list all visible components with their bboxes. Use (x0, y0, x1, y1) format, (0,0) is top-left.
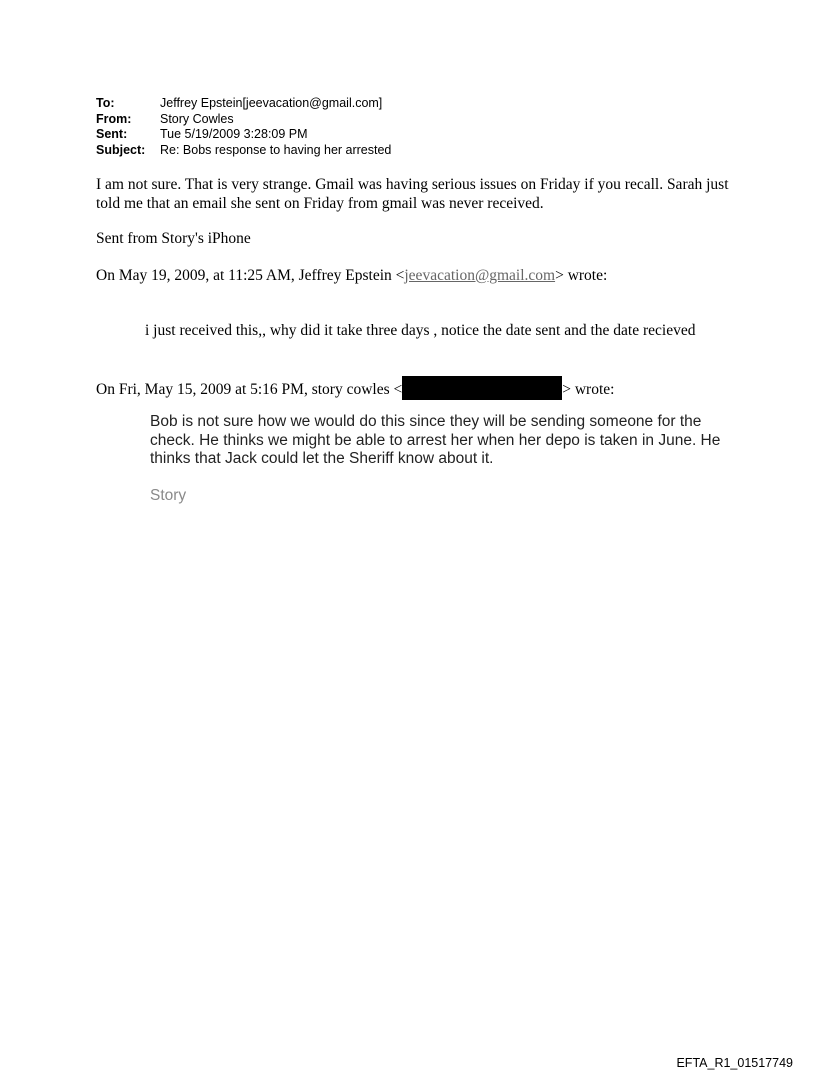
subject-label: Subject: (96, 142, 146, 157)
quote-intro-1-prefix: On May 19, 2009, at 11:25 AM, Jeffrey Epstein < (96, 267, 405, 284)
quoted-message-1: i just received this,, why did it take three days , notice the date sent and the date recieved (145, 322, 696, 339)
quote-intro-2 (96, 376, 614, 400)
bates-number: EFTA_R1_01517749 (676, 1056, 793, 1070)
quote-intro-1 (96, 266, 607, 285)
from-label: From: (96, 111, 132, 126)
mobile-signature: Sent from Story's iPhone (96, 230, 251, 247)
from-value: Story Cowles (160, 111, 234, 126)
to-label: To: (96, 96, 115, 110)
sent-value: Tue 5/19/2009 3:28:09 PM (160, 127, 308, 141)
sent-row (96, 127, 391, 143)
quoted-message-2-signature: Story (150, 487, 187, 504)
to-value: Jeffrey Epstein[jeevacation@gmail.com] (160, 96, 383, 110)
subject-value: Re: Bobs response to having her arrested (160, 142, 392, 157)
email-link[interactable]: jeevacation@gmail.com (404, 267, 556, 284)
sent-label: Sent: (96, 127, 128, 141)
subject-row (96, 143, 391, 159)
quote-intro-2-prefix: On Fri, May 15, 2009 at 5:16 PM, story cowles < (96, 381, 403, 398)
from-row (96, 112, 391, 128)
quote-intro-1-suffix: > wrote: (555, 267, 608, 284)
message-body: I am not sure. That is very strange. Gmail was having serious issues on Friday if you recall. Sarah just told me that an email she sent on Friday from gmail was never received. (96, 176, 729, 212)
quoted-message-2: Bob is not sure how we would do this since they will be sending someone for the check. He thinks we might be able to arrest her when her depo is taken in June. He thinks that Jack could let the Sheriff know about it. (150, 413, 721, 467)
email-header (96, 96, 391, 158)
redaction-box (402, 376, 562, 400)
quote-intro-2-suffix: > wrote: (562, 381, 615, 398)
to-row (96, 96, 391, 112)
